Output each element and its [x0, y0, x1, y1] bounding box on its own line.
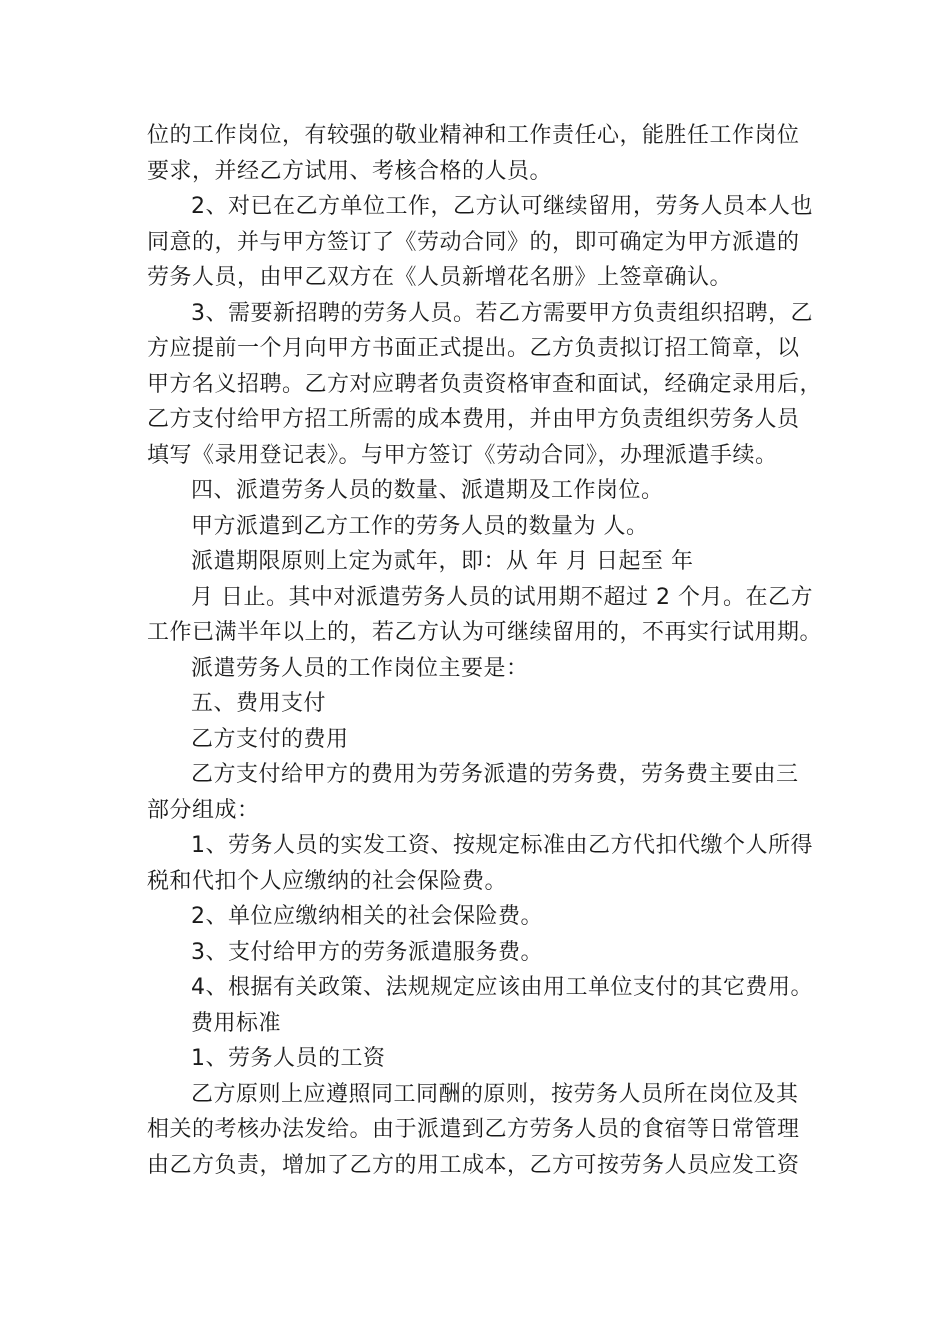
text-line: 同意的，并与甲方签订了《劳动合同》的，即可确定为甲方派遣的 — [147, 229, 800, 255]
subsection-heading: 费用标准 — [191, 1010, 282, 1036]
text-line: 2、单位应缴纳相关的社会保险费。 — [191, 904, 543, 929]
text-line: 部分组成： — [147, 797, 260, 823]
text-line: 要求，并经乙方试用、考核合格的人员。 — [147, 158, 553, 184]
text-line: 甲方派遣到乙方工作的劳务人员的数量为 人。 — [191, 513, 649, 539]
text-line: 4、根据有关政策、法规规定应该由用工单位支付的其它费用。 — [191, 975, 813, 1000]
text-line: 乙方原则上应遵照同工同酬的原则，按劳务人员所在岗位及其 — [191, 1081, 799, 1107]
text-line: 乙方支付给甲方的费用为劳务派遣的劳务费，劳务费主要由三 — [191, 762, 799, 787]
text-line: 月 日止。其中对派遣劳务人员的试用期不超过 2 个月。在乙方 — [191, 584, 813, 610]
text-line: 甲方名义招聘。乙方对应聘者负责资格审查和面试，经确定录用后， — [147, 371, 823, 397]
text-line: 1、劳务人员的实发工资、按规定标准由乙方代扣代缴个人所得 — [191, 833, 813, 858]
text-line: 相关的考核办法发给。由于派遣到乙方劳务人员的食宿等日常管理 — [147, 1117, 800, 1142]
section-heading: 四、派遣劳务人员的数量、派遣期及工作岗位。 — [191, 478, 664, 503]
text-line: 填写《录用登记表》。与甲方签订《劳动合同》，办理派遣手续。 — [147, 442, 778, 468]
text-line: 3、需要新招聘的劳务人员。若乙方需要甲方负责组织招聘，乙 — [191, 300, 813, 326]
text-line: 派遣劳务人员的工作岗位主要是： — [191, 655, 529, 681]
text-line: 由乙方负责，增加了乙方的用工成本，乙方可按劳务人员应发工资 — [147, 1152, 800, 1178]
text-line: 方应提前一个月向甲方书面正式提出。乙方负责拟订招工简章，以 — [147, 336, 800, 361]
text-line: 劳务人员，由甲乙双方在《人员新增花名册》上签章确认。 — [147, 265, 733, 290]
subsection-heading: 乙方支付的费用 — [191, 726, 349, 752]
section-heading: 五、费用支付 — [191, 691, 327, 716]
document-body — [147, 118, 827, 1183]
text-line: 2、对已在乙方单位工作，乙方认可继续留用，劳务人员本人也 — [191, 194, 813, 219]
text-line: 位的工作岗位，有较强的敬业精神和工作责任心，能胜任工作岗位 — [147, 123, 800, 148]
text-line: 3、支付给甲方的劳务派遣服务费。 — [191, 939, 543, 965]
subsection-heading: 1、劳务人员的工资 — [191, 1046, 386, 1071]
text-line: 派遣期限原则上定为贰年，即：从 年 月 日起至 年 — [191, 549, 694, 574]
text-line: 税和代扣个人应缴纳的社会保险费。 — [147, 868, 508, 894]
text-line: 工作已满半年以上的，若乙方认为可继续留用的，不再实行试用期。 — [147, 620, 823, 645]
text-line: 乙方支付给甲方招工所需的成本费用，并由甲方负责组织劳务人员 — [147, 407, 800, 432]
